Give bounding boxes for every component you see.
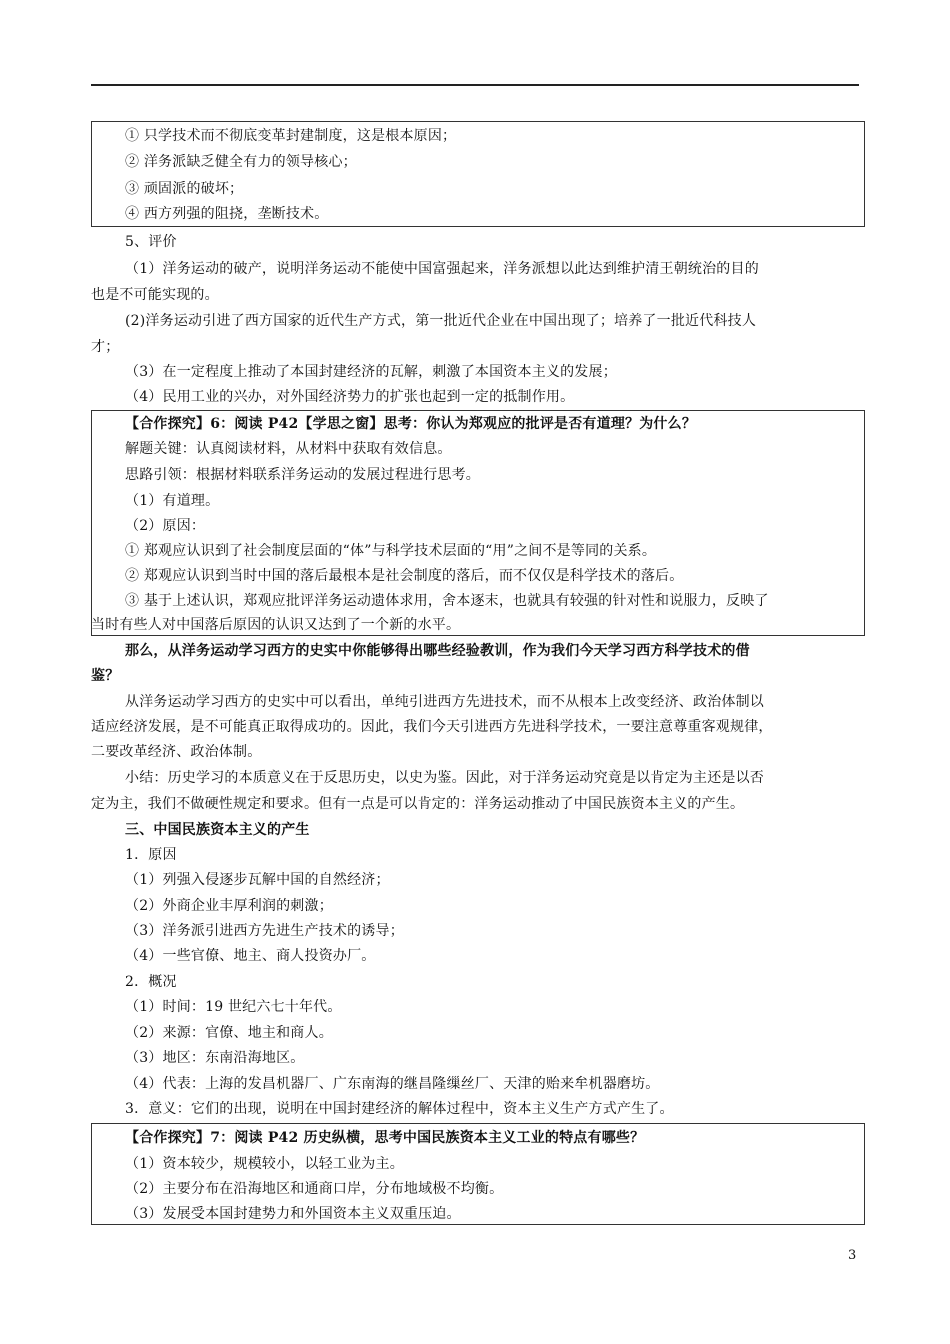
meaning-line: 3．意义：它们的出现，说明在中国封建经济的解体过程中，资本主义生产方式产生了。 <box>125 1101 674 1117</box>
inquiry-6-reason-1: ① 郑观应认识到了社会制度层面的“体”与科学技术层面的“用”之间不是等同的关系。 <box>125 543 657 559</box>
evaluation-p3: （3）在一定程度上推动了本国封建经济的瓦解，刺激了本国资本主义的发展； <box>125 364 617 380</box>
evaluation-p2b: 才； <box>91 339 120 355</box>
question-line-2: 鉴？ <box>91 668 120 684</box>
feature-3: （3）发展受本国封建势力和外国资本主义双重压迫。 <box>125 1206 461 1222</box>
question-line-1: 那么，从洋务运动学习西方的史实中你能够得出哪些经验教训，作为我们今天学习西方科学技术的借 <box>125 643 750 659</box>
answer-line-3: 二要改革经济、政治体制。 <box>91 744 262 760</box>
reason-4: ④ 西方列强的阻挠，垄断技术。 <box>125 206 329 222</box>
evaluation-p1b: 也是不可能实现的。 <box>91 287 219 303</box>
evaluation-p2a: (2)洋务运动引进了西方国家的近代生产方式，第一批近代企业在中国出现了；培养了一批近代科技人 <box>125 313 757 329</box>
inquiry-6-guide: 思路引领：根据材料联系洋务运动的发展过程进行思考。 <box>125 467 480 483</box>
reason-1: ① 只学技术而不彻底变革封建制度，这是根本原因； <box>125 128 457 144</box>
header-rule <box>91 84 859 86</box>
overview-heading: 2．概况 <box>125 974 177 990</box>
cause-3: （3）洋务派引进西方先进生产技术的诱导； <box>125 923 404 939</box>
inquiry-6-reason-2: ② 郑观应认识到当时中国的落后最根本是社会制度的落后，而不仅仅是科学技术的落后。 <box>125 568 684 584</box>
overview-4: （4）代表：上海的发昌机器厂、广东南海的继昌隆缫丝厂、天津的贻来牟机器磨坊。 <box>125 1076 660 1092</box>
evaluation-p1a: （1）洋务运动的破产，说明洋务运动不能使中国富强起来，洋务派想以此达到维护清王朝统治的目的 <box>125 261 759 277</box>
cause-heading: 1．原因 <box>125 847 177 863</box>
answer-line-2: 适应经济发展，是不可能真正取得成功的。因此，我们今天引进西方先进科学技术，一要注意尊重客观规律， <box>91 719 773 735</box>
cause-4: （4）一些官僚、地主、商人投资办厂。 <box>125 948 376 964</box>
inquiry-6-key: 解题关键：认真阅读材料，从材料中获取有效信息。 <box>125 441 452 457</box>
cause-1: （1）列强入侵逐步瓦解中国的自然经济； <box>125 872 390 888</box>
page-number: 3 <box>848 1248 857 1263</box>
evaluation-p4: （4）民用工业的兴办，对外国经济势力的扩张也起到一定的抵制作用。 <box>125 389 575 405</box>
feature-1: （1）资本较少，规模较小，以轻工业为主。 <box>125 1156 404 1172</box>
overview-2: （2）来源：官僚、地主和商人。 <box>125 1025 333 1041</box>
evaluation-heading: 5、评价 <box>125 234 177 250</box>
inquiry-6-title: 【合作探究】6：阅读 P42【学思之窗】思考：你认为郑观应的批评是否有道理？为什么？ <box>125 416 697 432</box>
inquiry-6-reason-3b: 当时有些人对中国落后原因的认识又达到了一个新的水平。 <box>91 617 461 633</box>
feature-2: （2）主要分布在沿海地区和通商口岸，分布地域极不均衡。 <box>125 1181 504 1197</box>
inquiry-6-answer-1: （1）有道理。 <box>125 493 220 509</box>
cause-2: （2）外商企业丰厚利润的刺激； <box>125 898 333 914</box>
summary-line-2: 定为主，我们不做硬性规定和要求。但有一点是可以肯定的：洋务运动推动了中国民族资本主义的产生。 <box>91 796 745 812</box>
reason-2: ② 洋务派缺乏健全有力的领导核心； <box>125 154 357 170</box>
section-3-heading: 三、中国民族资本主义的产生 <box>125 822 310 838</box>
overview-1: （1）时间：19 世纪六七十年代。 <box>125 999 342 1015</box>
inquiry-6-reason-3a: ③ 基于上述认识，郑观应批评洋务运动遗体求用，舍本逐末，也就具有较强的针对性和说服力，反映了 <box>125 593 769 609</box>
answer-line-1: 从洋务运动学习西方的史实中可以看出，单纯引进西方先进技术，而不从根本上改变经济、政治体制以 <box>125 694 764 710</box>
inquiry-7-title: 【合作探究】7：阅读 P42 历史纵横，思考中国民族资本主义工业的特点有哪些？ <box>125 1130 645 1146</box>
reason-3: ③ 顽固派的破坏； <box>125 181 244 197</box>
inquiry-6-answer-2: （2）原因： <box>125 518 206 534</box>
overview-3: （3）地区：东南沿海地区。 <box>125 1050 305 1066</box>
summary-line-1: 小结：历史学习的本质意义在于反思历史，以史为鉴。因此，对于洋务运动究竟是以肯定为主还是以否 <box>125 770 764 786</box>
